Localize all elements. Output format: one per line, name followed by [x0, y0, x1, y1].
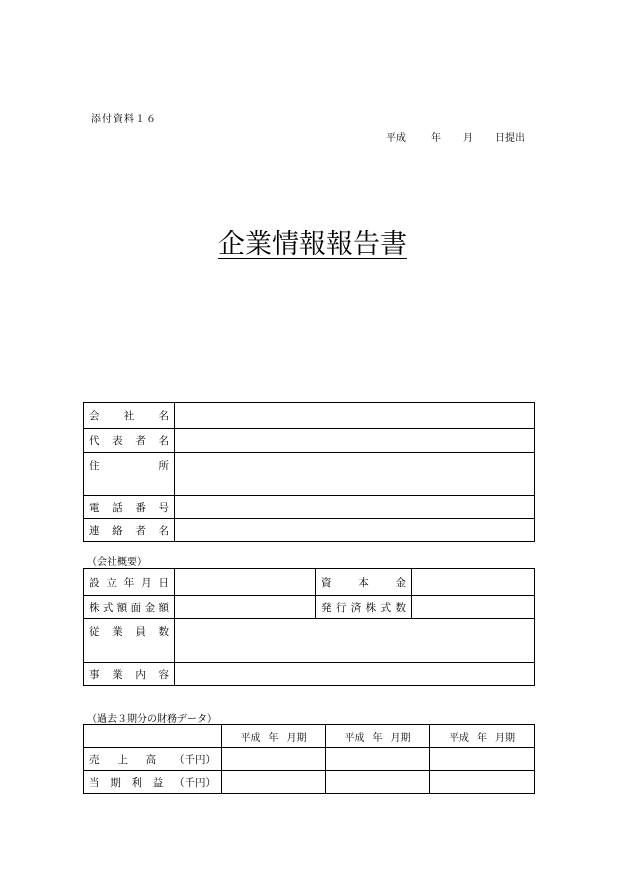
table-row — [84, 748, 535, 771]
contact-person-label: 連 絡 者 名 — [84, 519, 175, 542]
company-name-field[interactable] — [175, 403, 535, 429]
table-row — [84, 496, 535, 519]
representative-label: 代 表 者 名 — [84, 429, 175, 453]
header-blank-cell — [84, 725, 222, 748]
table-row — [84, 596, 535, 619]
overview-caption: （会社概要） — [87, 557, 147, 568]
company-name-label: 会 社 名 — [84, 403, 175, 429]
representative-field[interactable] — [175, 429, 535, 453]
sales-period-1-field[interactable] — [222, 748, 326, 771]
net-income-label: 当 期 利 益 （千円） — [84, 771, 222, 794]
capital-label: 資 本 金 — [316, 569, 412, 596]
document-title: 企業情報報告書 — [218, 229, 407, 260]
table-row — [84, 663, 535, 686]
table-row — [84, 619, 535, 663]
table-row — [84, 453, 535, 496]
table-row — [84, 429, 535, 453]
net-income-period-1-field[interactable] — [222, 771, 326, 794]
address-field[interactable] — [175, 453, 535, 496]
employee-count-field[interactable] — [175, 619, 535, 663]
table-row — [84, 725, 535, 748]
submission-date-day: 日提出 — [495, 133, 525, 144]
table-row — [84, 771, 535, 794]
table-row — [84, 403, 535, 429]
issued-shares-field[interactable] — [412, 596, 535, 619]
business-description-label: 事 業 内 容 — [84, 663, 175, 686]
business-description-field[interactable] — [175, 663, 535, 686]
established-date-label: 設 立 年 月 日 — [84, 569, 175, 596]
capital-field[interactable] — [412, 569, 535, 596]
financials-caption: （過去３期分の財務データ） — [87, 714, 217, 725]
sales-label: 売 上 高 （千円） — [84, 748, 222, 771]
company-overview-table — [83, 568, 535, 686]
company-info-table — [83, 402, 535, 542]
phone-label: 電 話 番 号 — [84, 496, 175, 519]
sales-period-2-field[interactable] — [326, 748, 430, 771]
table-row — [84, 519, 535, 542]
employee-count-label: 従 業 員 数 — [84, 619, 175, 663]
submission-date-year: 年 — [431, 133, 441, 144]
net-income-period-3-field[interactable] — [430, 771, 535, 794]
contact-person-field[interactable] — [175, 519, 535, 542]
issued-shares-label: 発 行 済 株 式 数 — [316, 596, 412, 619]
attachment-label: 添付資料１６ — [91, 114, 157, 125]
submission-date-era: 平成 — [386, 133, 406, 144]
net-income-period-2-field[interactable] — [326, 771, 430, 794]
submission-date-month: 月 — [463, 133, 473, 144]
established-date-field[interactable] — [175, 569, 316, 596]
period-header-1: 平成 年 月期 — [222, 725, 326, 748]
period-header-3: 平成 年 月期 — [430, 725, 535, 748]
sales-period-3-field[interactable] — [430, 748, 535, 771]
share-par-value-label: 株 式 額 面 金 額 — [84, 596, 175, 619]
table-row — [84, 569, 535, 596]
share-par-value-field[interactable] — [175, 596, 316, 619]
address-label: 住 所 — [84, 453, 175, 496]
phone-field[interactable] — [175, 496, 535, 519]
financial-data-table — [83, 724, 535, 794]
period-header-2: 平成 年 月期 — [326, 725, 430, 748]
